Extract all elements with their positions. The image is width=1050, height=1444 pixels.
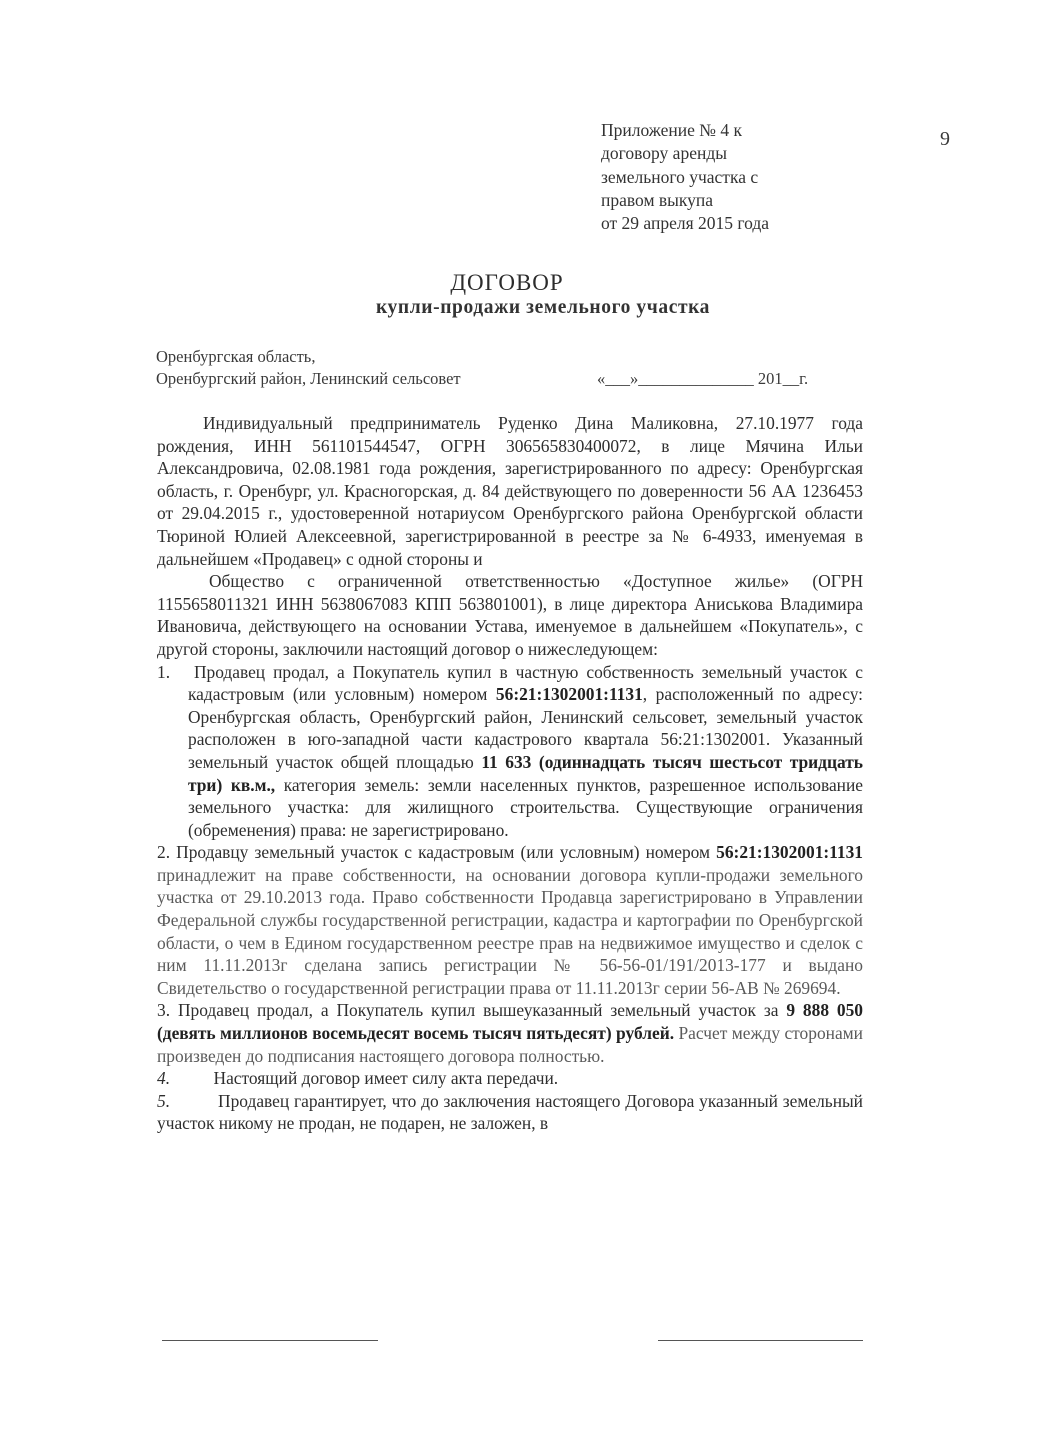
plot-area: 11 633 (одиннадцать тысяч шестьсот тридцать три) кв.м., (188, 751, 863, 795)
clause-3-text-a: 3. Продавец продал, а Покупатель купил вышеуказанный земельный участок за (157, 1000, 787, 1021)
date-blank: «___»______________ 201__г. (597, 369, 809, 388)
sale-price: 9 888 050 (786, 1000, 864, 1021)
contract-body (157, 412, 863, 1135)
clause-5-text: Продавец гарантирует, что до заключения настоящего Договора указанный земельный участок никому не продан, не подарен, не заложен, в (157, 1090, 863, 1134)
appendix-line: земельного участка с (601, 166, 759, 187)
clause-1-number: 1. (157, 661, 171, 682)
place-line-region: Оренбургская область, (156, 347, 316, 366)
place-line-district: Оренбургский район, Ленинский сельсовет (156, 369, 461, 388)
page-number: 9 (940, 128, 950, 150)
cadastral-number: 56:21:1302001:1131 (716, 842, 863, 863)
cadastral-number: 56:21:1302001:1131 (495, 684, 643, 705)
appendix-line: от 29 апреля 2015 года (601, 213, 770, 234)
seller-paragraph: Индивидуальный предприниматель Руденко Дина Маликовна, 27.10.1977 года рождения, ИНН 561101544547, ОГРН 306565830400072, в лице Мячина Ильи Александровича, 02.08.1981 года рождения, зарегистрированного по адресу: Оренбургская область, г. Оренбург, ул. Красногорская, д. 84 действующего по доверенности 56 АА 1236453 от 29.04.2015 г., удостоверенной нотариусом Оренбургского района Оренбургской области Тюриной Юлией Алексеевной, зарегистрированной в реестре за № 6-4933, именуемая в дальнейшем «Продавец» с одной стороны и (157, 413, 863, 569)
clause-1-text-c: категория земель: земли населенных пунктов, разрешенное использование земельного участка: для жилищного строительства. Существующие ограничения (обременения) права: не зарегистрировано. (188, 774, 863, 840)
appendix-note (601, 119, 769, 235)
clause-2-text-a: 2. Продавцу земельный участок с кадастровым (или условным) номером (157, 842, 717, 863)
buyer-paragraph: Общество с ограниченной ответственностью «Доступное жилье» (ОГРН 1155658011321 ИНН 5638067083 КПП 563801001), в лице директора Аниськова Владимира Ивановича, действующего на основании Устава, именуемое в дальнейшем «Покупатель», с другой стороны, заключили настоящий договор о нижеследующем: (157, 571, 863, 659)
document-title: ДОГОВОР (450, 270, 564, 295)
sale-price-words: восемьдесят восемь тысяч пятьдесят) рублей. (312, 1023, 675, 1044)
clause-1 (157, 661, 863, 842)
document-subtitle: купли-продажи земельного участка (375, 297, 711, 318)
clause-4-number: 4. (157, 1068, 171, 1089)
clause-3-text-c: Расчет между сторонами произведен до подписания настоящего договора полностью. (157, 1023, 863, 1066)
clause-4-text: Настоящий договор имеет силу акта передачи. (213, 1068, 559, 1089)
clause-2-text-b: принадлежит на праве собственности, на основании договора купли-продажи земельного участка от 29.10.2013 года. Право собственности Продавца зарегистрировано в Управлении Федеральной службы государственной регистрации, кадастра и картографии по Оренбургской области, о чем в Едином государственном реестре прав на недвижимое имущество и сделок с ним 11.11.2013г сделана запись регистрации № 56-56-01/191/2013-177 и выдано Свидетельство о государственной регистрации права от 11.11.2013г серии 56-АВ № 269694. (157, 864, 863, 998)
seller-signature-line (162, 1340, 378, 1341)
appendix-line: правом выкупа (601, 189, 714, 210)
appendix-line: Приложение № 4 к (601, 120, 742, 140)
clause-1-text-a: Продавец продал, а Покупатель купил в частную собственность земельный участок с кадастровым (или условным) номером (188, 661, 863, 705)
clause-3-text-b: (девять миллионов (157, 1023, 313, 1044)
clause-5-number: 5. (157, 1090, 171, 1111)
appendix-line: договору аренды (601, 143, 727, 164)
clause-3 (157, 999, 863, 1067)
clause-1-text-b: , расположенный по адресу: Оренбургская область, Оренбургский район, Ленинский сельсовет, земельный участок расположен в юго-западной части кадастрового квартала 56:21:1302001. Указанный земельный участок общей площадью (188, 684, 863, 772)
clause-4 (157, 1067, 863, 1090)
clause-2 (157, 841, 863, 999)
clause-5 (157, 1090, 863, 1135)
buyer-signature-line (658, 1340, 863, 1341)
